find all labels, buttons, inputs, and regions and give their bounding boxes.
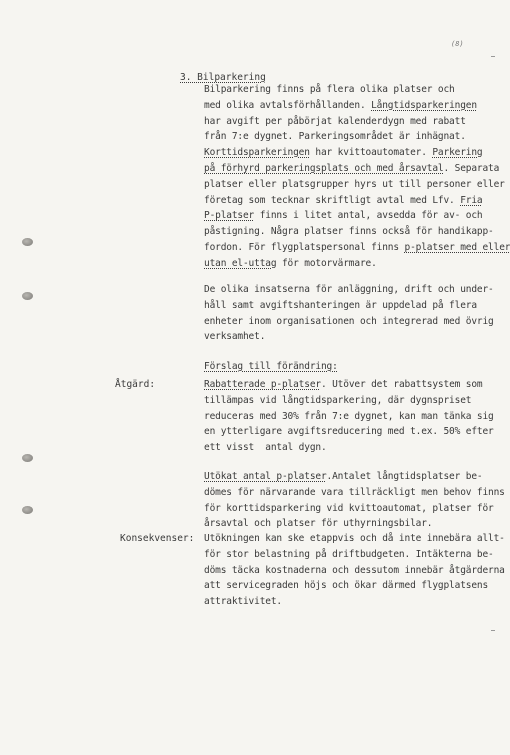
punch-hole [22,454,33,462]
underlined-term: p-platser med eller [404,241,510,253]
underlined-term: på förhyrd parkeringsplats och med årsavtal [204,162,444,174]
punch-hole [22,506,33,514]
text-line: påstigning. Några platser finns också för handikapp- [204,226,494,238]
text-line: med olika avtalsförhållanden. [204,99,372,111]
edge-mark [491,630,495,631]
text-line: ett visst antal dygn. [204,442,327,454]
text-line: finns i litet antal, avsedda för av- och [254,210,483,222]
underlined-term: Parkering [432,147,483,159]
text-line: attraktivitet. [204,596,282,608]
text-line: håll samt avgiftshanteringen är uppdelad på flera [204,299,477,311]
text-line: från 7:e dygnet. Parkeringsområdet är inhägnat. [204,131,466,143]
paragraph-consequences [204,531,505,610]
text-line: . Separata [443,162,500,174]
text-line: Utökningen kan ske etappvis och då inte innebära allt- [204,533,505,544]
paragraph-discounted-parking [204,377,494,456]
text-line: att servicegraden höjs och ökar därmed flygplatsens [204,580,489,592]
text-line: .Antalet långtidsplatser be- [326,471,483,482]
text-line: har kvittoautomater. [309,147,433,159]
text-line: årsavtal och platser för uthyrningsbilar. [204,518,433,530]
underlined-term: Rabatterade p-platser [204,379,321,390]
underlined-term: Korttidsparkeringen [204,147,310,159]
text-line: för korttidsparkering vid kvittoautomat, platser för [204,502,494,514]
proposal-heading: Förslag till förändring: [204,361,338,372]
section-heading: 3. Bilparkering [180,72,266,83]
text-line: reduceras med 30% från 7:e dygnet, kan man tänka sig [204,410,494,422]
text-line: De olika insatserna för anläggning, drift och under- [204,284,494,295]
text-line: döms täcka kostnaderna och dessutom innebär åtgärderna [204,564,505,576]
text-line: har avgift per påbörjat kalenderdygn med rabatt [204,115,466,127]
text-line: en ytterligare avgiftsreducering med t.ex. 50% efter [204,426,494,438]
label-konsekvenser: Konsekvenser: [120,533,195,544]
text-line: företag som tecknar skriftligt avtal med Lfv. [204,194,461,206]
text-line: tillämpas vid långtidsparkering, där dygnspriset [204,394,472,406]
paragraph-more-parking [204,469,505,532]
text-line: för stor belastning på driftbudgeten. Intäkterna be- [204,548,494,560]
underlined-term: utan el-uttag [204,257,277,269]
underlined-term: Långtidsparkeringen [371,99,477,111]
edge-mark [491,56,495,57]
text-line: . Utöver det rabattsystem som [320,379,483,390]
underlined-term: P-platser [204,210,255,222]
text-line: Bilparkering finns på flera olika platser och [204,84,455,95]
punch-hole [22,238,33,246]
text-line: enheter inom organisationen och integrerad med övrig [204,315,494,327]
underlined-term: Utökat antal p-platser [204,471,327,482]
label-atgard: Åtgärd: [115,379,156,390]
text-line: fordon. För flygplatspersonal finns [204,241,405,253]
underlined-term: Fria [460,194,483,206]
page-number: (8) [451,40,464,48]
paragraph-organisation [204,282,494,345]
text-line: för motorvärmare. [276,257,377,269]
text-line: dömes för närvarande vara tillräckligt men behov finns [204,486,505,498]
text-line: platser eller platsgrupper hyrs ut till personer eller [204,178,505,190]
punch-hole [22,292,33,300]
paragraph-parking-overview [204,82,510,272]
text-line: verksamhet. [204,331,266,343]
